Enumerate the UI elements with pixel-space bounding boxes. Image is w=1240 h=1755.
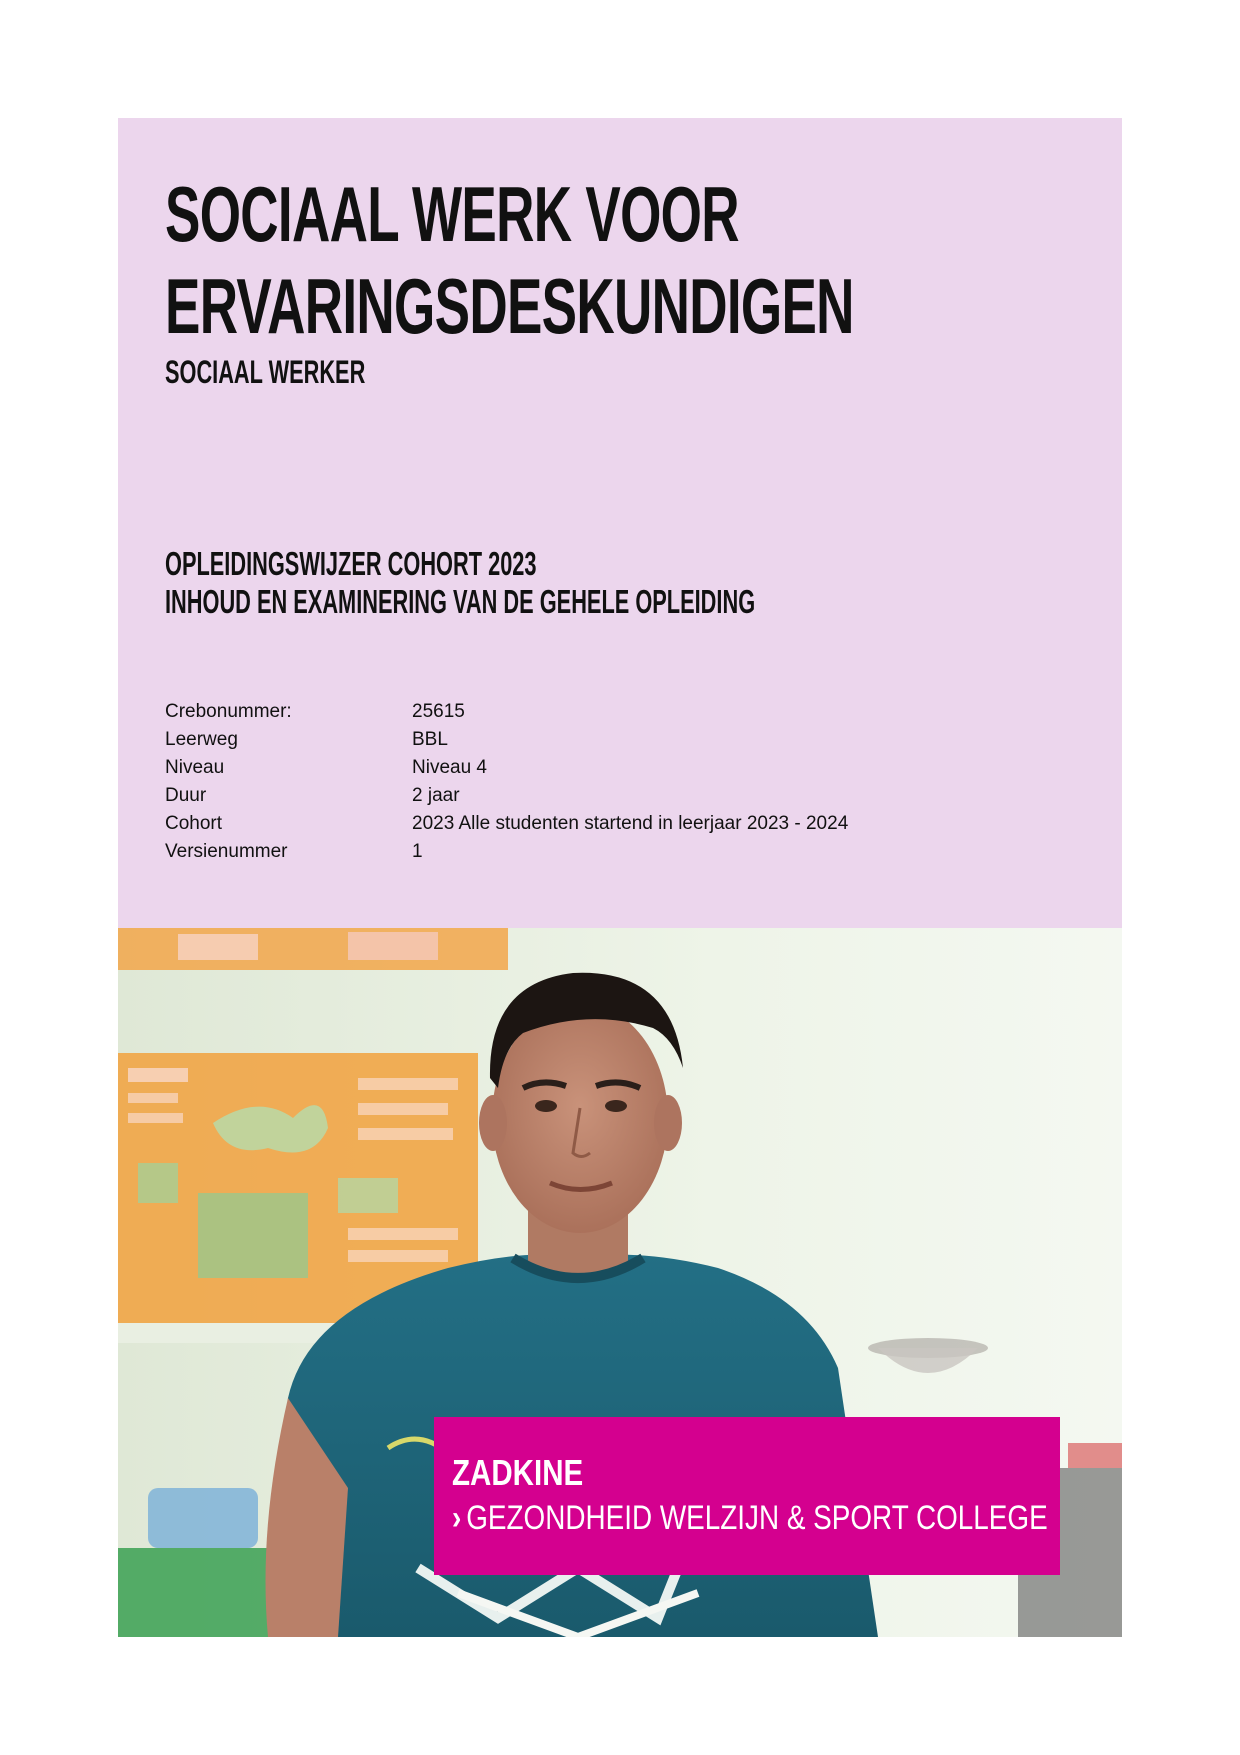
brand-label bbox=[434, 1417, 1060, 1575]
detail-value: 2023 Alle studenten startend in leerjaar 2023 - 2024 bbox=[412, 813, 849, 834]
detail-label: Cohort bbox=[165, 813, 223, 834]
brand-college bbox=[452, 1499, 1048, 1537]
chevron-right-icon: › bbox=[452, 1499, 462, 1537]
detail-row bbox=[165, 698, 848, 726]
detail-label: Crebonummer: bbox=[165, 701, 292, 722]
title-line-2: ERVARINGSDESKUNDIGEN bbox=[165, 262, 854, 350]
title-line-1: SOCIAAL WERK VOOR bbox=[165, 170, 739, 258]
detail-label: Leerweg bbox=[165, 729, 238, 750]
guide-heading-line-2: INHOUD EN EXAMINERING VAN DE GEHELE OPLEIDING bbox=[165, 583, 756, 620]
guide-heading-line-1: OPLEIDINGSWIJZER COHORT 2023 bbox=[165, 545, 537, 582]
detail-value: 1 bbox=[412, 841, 423, 862]
guide-heading bbox=[165, 545, 755, 621]
detail-label: Niveau bbox=[165, 757, 225, 778]
detail-value: 2 jaar bbox=[412, 785, 460, 806]
detail-row bbox=[165, 782, 848, 810]
detail-row bbox=[165, 838, 848, 866]
details-table bbox=[165, 698, 848, 866]
detail-row bbox=[165, 754, 848, 782]
document-subtitle: SOCIAAL WERKER bbox=[165, 354, 366, 390]
detail-row bbox=[165, 726, 848, 754]
brand-name: ZADKINE bbox=[452, 1452, 584, 1493]
detail-value: BBL bbox=[412, 729, 448, 750]
detail-value: Niveau 4 bbox=[412, 757, 487, 778]
brand-college-label: GEZONDHEID WELZIJN & SPORT COLLEGE bbox=[466, 1499, 1048, 1537]
detail-value: 25615 bbox=[412, 701, 465, 722]
cover-page bbox=[118, 118, 1122, 1637]
document-title bbox=[165, 168, 854, 352]
title-panel bbox=[118, 118, 1122, 928]
detail-label: Duur bbox=[165, 785, 207, 806]
detail-row bbox=[165, 810, 848, 838]
detail-label: Versienummer bbox=[165, 841, 288, 862]
